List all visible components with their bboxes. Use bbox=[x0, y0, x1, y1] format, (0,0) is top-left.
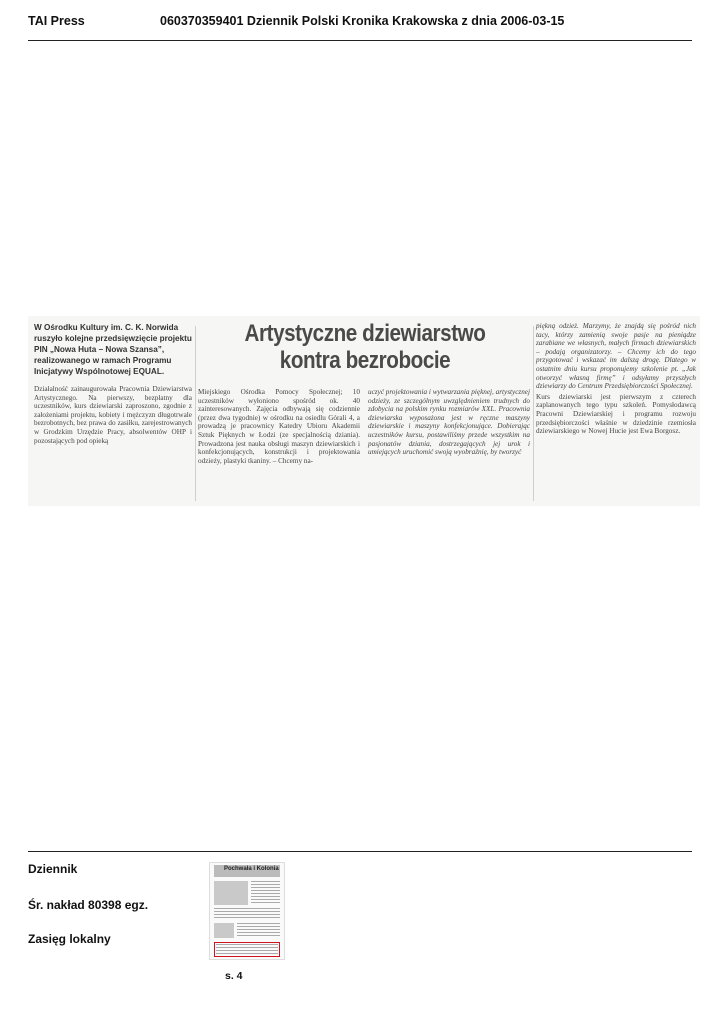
thumbnail-photo bbox=[214, 881, 248, 905]
thumbnail-text-block bbox=[237, 923, 280, 938]
article-paragraph: uczyć projektowania i wytwarzania pięknej, artystycznej odzieży, ze szczególnym uwzględnieniem trudnych do zdobycia na polskim rynku rozmiarów XXL. Pracownia dziewiarska wyposażona jest w ręczne maszyny dziewiarskie i maszyny konfekcjonujące. Dobierając uczestników kursu, postawiliśmy przede wszystkim na pasjonatów dziania, dostrzegających jej urok i umiejących uruchomić swoją wyobraźnię, by tworzyć bbox=[368, 388, 530, 457]
article-column-4 bbox=[536, 322, 696, 438]
article-lead: W Ośrodku Kultury im. C. K. Norwida ruszyło kolejne przedsięwzięcie projektu PIN „Nowa Huta – Nowa Szansa”, realizowanego w ramach Programu Inicjatywy Wspólnotowej EQUAL. bbox=[34, 323, 192, 376]
headline-line-1: Artystyczne dziewiarstwo bbox=[244, 320, 486, 347]
thumbnail-text-block bbox=[214, 908, 280, 920]
circulation: Śr. nakład 80398 egz. bbox=[28, 898, 149, 912]
header-divider bbox=[28, 40, 692, 41]
agency-name: TAI Press bbox=[28, 14, 85, 28]
page-number: s. 4 bbox=[225, 970, 243, 982]
article-paragraph: Działalność zainaugurowała Pracownia Dziewiarstwa Artystycznego. Na pierwszy, bezpłatny dla uczestników, kurs dziewiarski zaproszono, zgodnie z założeniami projektu, kobiety i mężczyzn długotrwale bezrobotnych, bez prawa do zasiłku, zarejestrowanych w Grodzkim Urzędzie Pracy, absolwentów OHP i pozostających pod opieką bbox=[34, 385, 192, 445]
article-headline bbox=[223, 320, 507, 374]
article-paragraph: Kurs dziewiarski jest pierwszym z czterech zaplanowanych tego typu szkoleń. Pomysłodawcą Pracowni Dziewiarskiej i programu rozwoju przedsiębiorczości właśnie w dziedzinie rzemiosła dziewiarskiego w Nowej Hucie jest Ewa Borgosz. bbox=[536, 392, 696, 436]
column-divider bbox=[533, 326, 534, 501]
clipping-title: 060370359401 Dziennik Polski Kronika Krakowska z dnia 2006-03-15 bbox=[160, 14, 565, 28]
article-column-3 bbox=[368, 388, 530, 459]
article-paragraph: piękną odzież. Marzymy, że znajdą się pośród nich tacy, którzy zamienią swoje pasje na pieniądze zarabiane we własnych, małych firmach dziewiarskich – podają organizatorzy. – Chcemy ich do tego przygotować i wskazać im dalszą drogę. Dlatego w ostatnim dniu kursu proponujemy szkolenie pt. „Jak otworzyć własną firmę” i odsyłamy przyszłych dziewiarzy do Centrum Przedsiębiorczości Społecznej. bbox=[536, 322, 696, 391]
article-column-1 bbox=[34, 322, 192, 447]
publication-type: Dziennik bbox=[28, 862, 78, 876]
column-divider bbox=[195, 326, 196, 501]
article-paragraph: Miejskiego Ośrodka Pomocy Społecznej; 10 uczestników wyłoniono spośród ok. 40 zainteresowanych. Zajęcia odbywają się codziennie (przez dwa tygodnie) w ośrodku na osiedlu Górali 4, a prowadzą je pracownicy Katedry Ubioru Akademii Sztuk Pięknych w Łodzi (ze specjalnością dziania). Prowadzona jest nauka obsługi maszyn dziewiarskich i konfekcjonujących, konstrukcji i projektowania odzieży, plastyki tkaniny. – Chcemy na- bbox=[198, 388, 360, 465]
article-location-highlight bbox=[214, 942, 280, 957]
thumbnail-text-block bbox=[251, 881, 280, 905]
reach: Zasięg lokalny bbox=[28, 932, 111, 946]
article-clipping bbox=[28, 316, 700, 506]
article-column-2 bbox=[198, 388, 360, 467]
thumbnail-masthead-text: Pochwała i Kolonia bbox=[224, 866, 279, 872]
thumbnail-photo bbox=[214, 923, 234, 938]
clipping-header bbox=[28, 14, 692, 34]
page-thumbnail bbox=[209, 862, 285, 960]
footer-divider bbox=[28, 851, 692, 852]
headline-line-2: kontra bezrobocie bbox=[279, 347, 451, 374]
